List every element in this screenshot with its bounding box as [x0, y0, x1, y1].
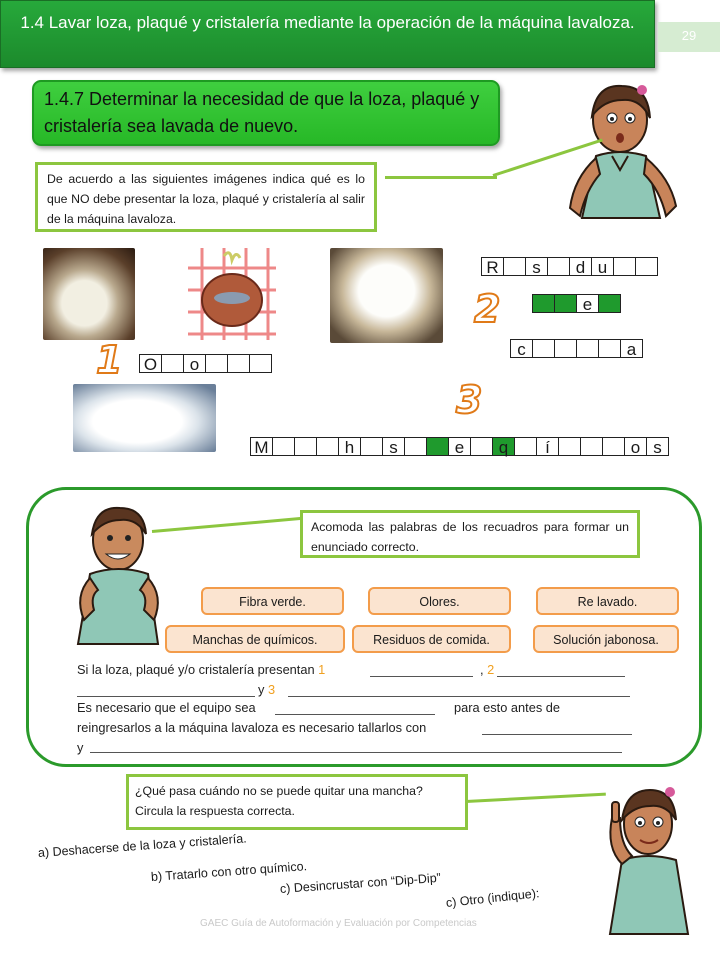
letter-cell[interactable] [554, 294, 577, 313]
answer-blank[interactable] [370, 662, 473, 677]
letter-cell[interactable]: q [492, 437, 515, 456]
word-chip[interactable]: Solución jabonosa. [533, 625, 679, 653]
letter-cell[interactable]: M [250, 437, 273, 456]
woman-shrug-illustration [560, 78, 696, 236]
word-chip[interactable]: Fibra verde. [201, 587, 344, 615]
sentence-line-4: reingresarlos a la máquina lavaloza es necesario tallarlos con [77, 720, 427, 735]
arrange-instruction-box: Acomoda las palabras de los recuadros para formar un enunciado correcto. [300, 510, 640, 558]
letter-cell[interactable] [503, 257, 526, 276]
letter-cell[interactable] [554, 339, 577, 358]
letter-cell[interactable]: c [510, 339, 533, 358]
word-grid-2a [482, 257, 658, 276]
letter-cell[interactable] [580, 437, 603, 456]
letter-cell[interactable] [316, 437, 339, 456]
letter-cell[interactable]: í [536, 437, 559, 456]
answer-option-other[interactable]: c) Otro (indique): [445, 886, 540, 910]
answer-blank[interactable] [497, 662, 625, 677]
letter-cell[interactable]: o [624, 437, 647, 456]
answer-option-b[interactable]: b) Tratarlo con otro químico. [150, 859, 308, 884]
word-grid-3 [251, 437, 669, 456]
onion-photo [43, 248, 135, 340]
letter-cell[interactable]: a [620, 339, 643, 358]
letter-cell[interactable]: s [646, 437, 669, 456]
header-title: 1.4 Lavar loza, plaqué y cristalería mediante la operación de la máquina lavaloza. [20, 13, 635, 32]
letter-cell[interactable] [360, 437, 383, 456]
word-chip[interactable]: Manchas de químicos. [165, 625, 345, 653]
letter-cell[interactable] [294, 437, 317, 456]
word-grid-2c [511, 339, 643, 358]
page-number: 29 [658, 22, 720, 52]
letter-cell[interactable]: R [481, 257, 504, 276]
letter-cell[interactable] [404, 437, 427, 456]
letter-cell[interactable] [598, 294, 621, 313]
letter-cell[interactable]: O [139, 354, 162, 373]
white-plates-photo [73, 384, 216, 452]
letter-cell[interactable]: o [183, 354, 206, 373]
letter-cell[interactable] [598, 339, 621, 358]
word-chip[interactable]: Residuos de comida. [352, 625, 511, 653]
answer-option-a[interactable]: a) Deshacerse de la loza y cristalería. [37, 831, 248, 860]
letter-cell[interactable] [470, 437, 493, 456]
letter-cell[interactable] [514, 437, 537, 456]
sentence-line-1: Si la loza, plaqué y/o cristalería presentan 1 [77, 662, 326, 677]
connector-line [466, 793, 606, 803]
word-grid-1 [140, 354, 272, 373]
page-header [0, 0, 655, 68]
answer-blank[interactable] [77, 682, 255, 697]
answer-option-c[interactable]: c) Desincrustar con “Dip-Dip” [279, 870, 442, 896]
sentence-line-3a: Es necesario que el equipo sea [77, 700, 256, 715]
letter-cell[interactable] [635, 257, 658, 276]
fish-plate-illustration [188, 248, 276, 340]
letter-cell[interactable] [558, 437, 581, 456]
letter-cell[interactable] [426, 437, 449, 456]
answer-blank[interactable] [275, 700, 435, 715]
letter-cell[interactable] [249, 354, 272, 373]
sentence-line-2: y 3 [258, 682, 276, 697]
letter-cell[interactable] [602, 437, 625, 456]
man-illustration [62, 500, 170, 650]
word-grid-2b [533, 294, 621, 313]
letter-cell[interactable] [532, 339, 555, 358]
footer-text: GAEC Guía de Autoformación y Evaluación por Competencias [200, 918, 477, 929]
letter-cell[interactable] [161, 354, 184, 373]
word-chip[interactable]: Olores. [368, 587, 511, 615]
number-1: 1 [96, 338, 123, 382]
answer-blank[interactable] [482, 720, 632, 735]
sentence-line-5: y [77, 740, 84, 755]
number-3: 3 [456, 378, 483, 422]
answer-blank[interactable] [288, 682, 630, 697]
letter-cell[interactable]: e [448, 437, 471, 456]
letter-cell[interactable] [272, 437, 295, 456]
letter-cell[interactable]: s [525, 257, 548, 276]
letter-cell[interactable]: d [569, 257, 592, 276]
letter-cell[interactable]: e [576, 294, 599, 313]
letter-cell[interactable] [205, 354, 228, 373]
answer-blank[interactable] [90, 738, 622, 753]
instruction-box: De acuerdo a las siguientes imágenes indica qué es lo que NO debe presentar la loza, plaqué y cristalería al salir de la máquina lavaloza. [35, 162, 377, 232]
letter-cell[interactable] [547, 257, 570, 276]
letter-cell[interactable] [576, 339, 599, 358]
dish-rack-photo [330, 248, 443, 343]
letter-cell[interactable] [532, 294, 555, 313]
letter-cell[interactable]: h [338, 437, 361, 456]
sentence-comma: , 2 [480, 662, 495, 677]
woman-pointing-illustration [592, 778, 702, 938]
question-box: ¿Qué pasa cuándo no se puede quitar una mancha? Circula la respuesta correcta. [126, 774, 468, 830]
section-title: 1.4.7 Determinar la necesidad de que la loza, plaqué y cristalería sea lavada de nuevo. [32, 80, 500, 146]
sentence-line-3b: para esto antes de [454, 700, 561, 715]
connector-line [385, 176, 497, 179]
letter-cell[interactable]: u [591, 257, 614, 276]
letter-cell[interactable]: s [382, 437, 405, 456]
letter-cell[interactable] [613, 257, 636, 276]
word-chip[interactable]: Re lavado. [536, 587, 679, 615]
letter-cell[interactable] [227, 354, 250, 373]
number-2: 2 [474, 287, 501, 331]
